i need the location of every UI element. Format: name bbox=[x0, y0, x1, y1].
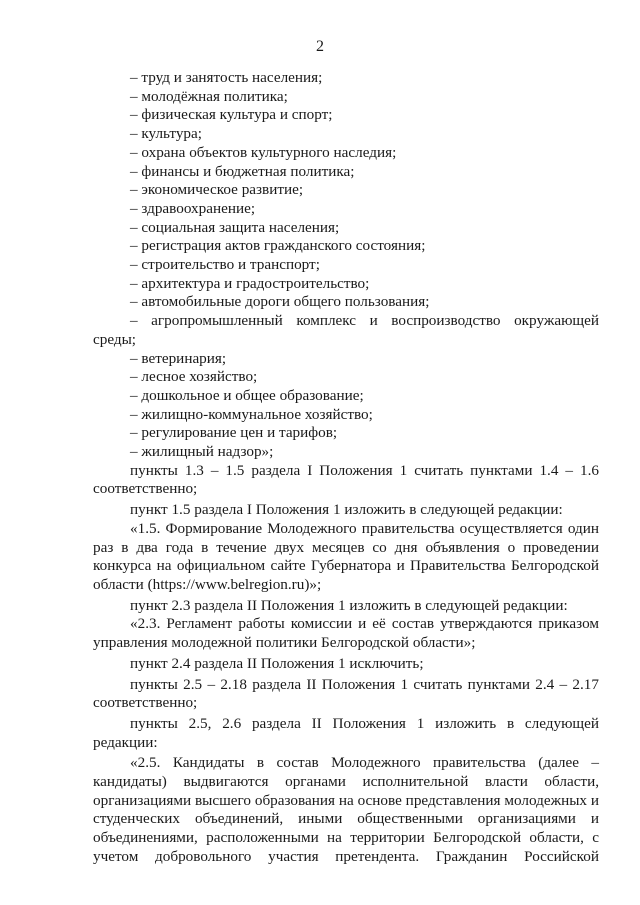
list-item: – охрана объектов культурного наследия; bbox=[130, 143, 397, 161]
list-first bbox=[93, 69, 599, 312]
list-item: – молодёжная политика; bbox=[130, 87, 288, 105]
paragraph-line: пункт 2.4 раздела II Положения 1 исключить; bbox=[130, 654, 424, 672]
paragraph bbox=[93, 754, 599, 866]
list-item: – дошкольное и общее образование; bbox=[130, 386, 364, 404]
list-item: – социальная защита населения; bbox=[130, 218, 340, 236]
paragraph-line: организациями высшего образования на основе представления молодежных и bbox=[93, 791, 599, 809]
list-item: – жилищно-коммунальное хозяйство; bbox=[130, 405, 373, 423]
paragraph-line: пункты 1.3 – 1.5 раздела I Положения 1 считать пунктами 1.4 – 1.6 bbox=[130, 461, 599, 479]
list-item: – регистрация актов гражданского состояния; bbox=[130, 237, 426, 255]
list-item: – архитектура и градостроительство; bbox=[130, 274, 370, 292]
paragraph-line: студенческих объединений, иными общественными организациями и bbox=[93, 810, 599, 828]
paragraph-line: пункты 2.5, 2.6 раздела II Положения 1 изложить в следующей bbox=[130, 714, 599, 732]
paragraph bbox=[93, 462, 599, 499]
list-item: – регулирование цен и тарифов; bbox=[130, 424, 338, 442]
paragraph-line: кандидаты) выдвигаются органами исполнительной власти области, bbox=[93, 773, 599, 791]
paragraph-line: «2.3. Регламент работы комиссии и её состав утверждаются приказом bbox=[130, 615, 599, 633]
paragraph-line: конкурса на официальном сайте Губернатора и Правительства Белгородской bbox=[93, 557, 599, 575]
list-item-line: среды; bbox=[93, 330, 137, 348]
list-item: – экономическое развитие; bbox=[130, 181, 304, 199]
paragraph-line: пункт 2.3 раздела II Положения 1 изложить в следующей редакции: bbox=[130, 596, 568, 614]
paragraph bbox=[93, 715, 599, 752]
list-item: – финансы и бюджетная политика; bbox=[130, 162, 355, 180]
paragraph-line: редакции: bbox=[93, 733, 158, 751]
document-body bbox=[93, 69, 599, 867]
list-item-line: – агропромышленный комплекс и воспроизводство окружающей bbox=[130, 312, 599, 330]
paragraph-line: соответственно; bbox=[93, 480, 198, 498]
paragraph-line: раз в два года в течение двух месяцев со дня объявления о проведении bbox=[93, 538, 599, 556]
list-item: – труд и занятость населения; bbox=[130, 69, 323, 86]
paragraph bbox=[93, 501, 599, 520]
list-item-agro bbox=[93, 312, 599, 349]
list-item: – автомобильные дороги общего пользования; bbox=[130, 293, 430, 311]
paragraph bbox=[93, 520, 599, 595]
list-item: – лесное хозяйство; bbox=[130, 368, 258, 386]
paragraph-line: пункт 1.5 раздела I Положения 1 изложить в следующей редакции: bbox=[130, 501, 563, 519]
paragraph bbox=[93, 597, 599, 616]
list-item: – строительство и транспорт; bbox=[130, 256, 320, 274]
paragraph-line: учетом добровольного участия претендента. Гражданин Российской bbox=[93, 847, 599, 865]
paragraph bbox=[93, 655, 599, 674]
list-second bbox=[93, 350, 599, 462]
paragraph-line: «1.5. Формирование Молодежного правительства осуществляется один bbox=[130, 519, 599, 537]
list-item: – жилищный надзор»; bbox=[130, 443, 274, 461]
paragraph-line: «2.5. Кандидаты в состав Молодежного правительства (далее – bbox=[130, 754, 599, 772]
list-item: – здравоохранение; bbox=[130, 199, 256, 217]
paragraph-line: соответственно; bbox=[93, 694, 198, 712]
list-item: – физическая культура и спорт; bbox=[130, 106, 333, 124]
page-number: 2 bbox=[316, 38, 324, 55]
paragraph bbox=[93, 676, 599, 713]
paragraph bbox=[93, 615, 599, 652]
list-item: – ветеринария; bbox=[130, 349, 227, 367]
paragraph-line: управления молодежной политики Белгородской области»; bbox=[93, 634, 476, 652]
paragraph-line: объединениями, расположенными на территории Белгородской области, с bbox=[93, 829, 599, 847]
list-item: – культура; bbox=[130, 125, 202, 143]
paragraph-line: области (https://www.belregion.ru)»; bbox=[93, 575, 322, 593]
paragraph-line: пункты 2.5 – 2.18 раздела II Положения 1 считать пунктами 2.4 – 2.17 bbox=[130, 675, 599, 693]
